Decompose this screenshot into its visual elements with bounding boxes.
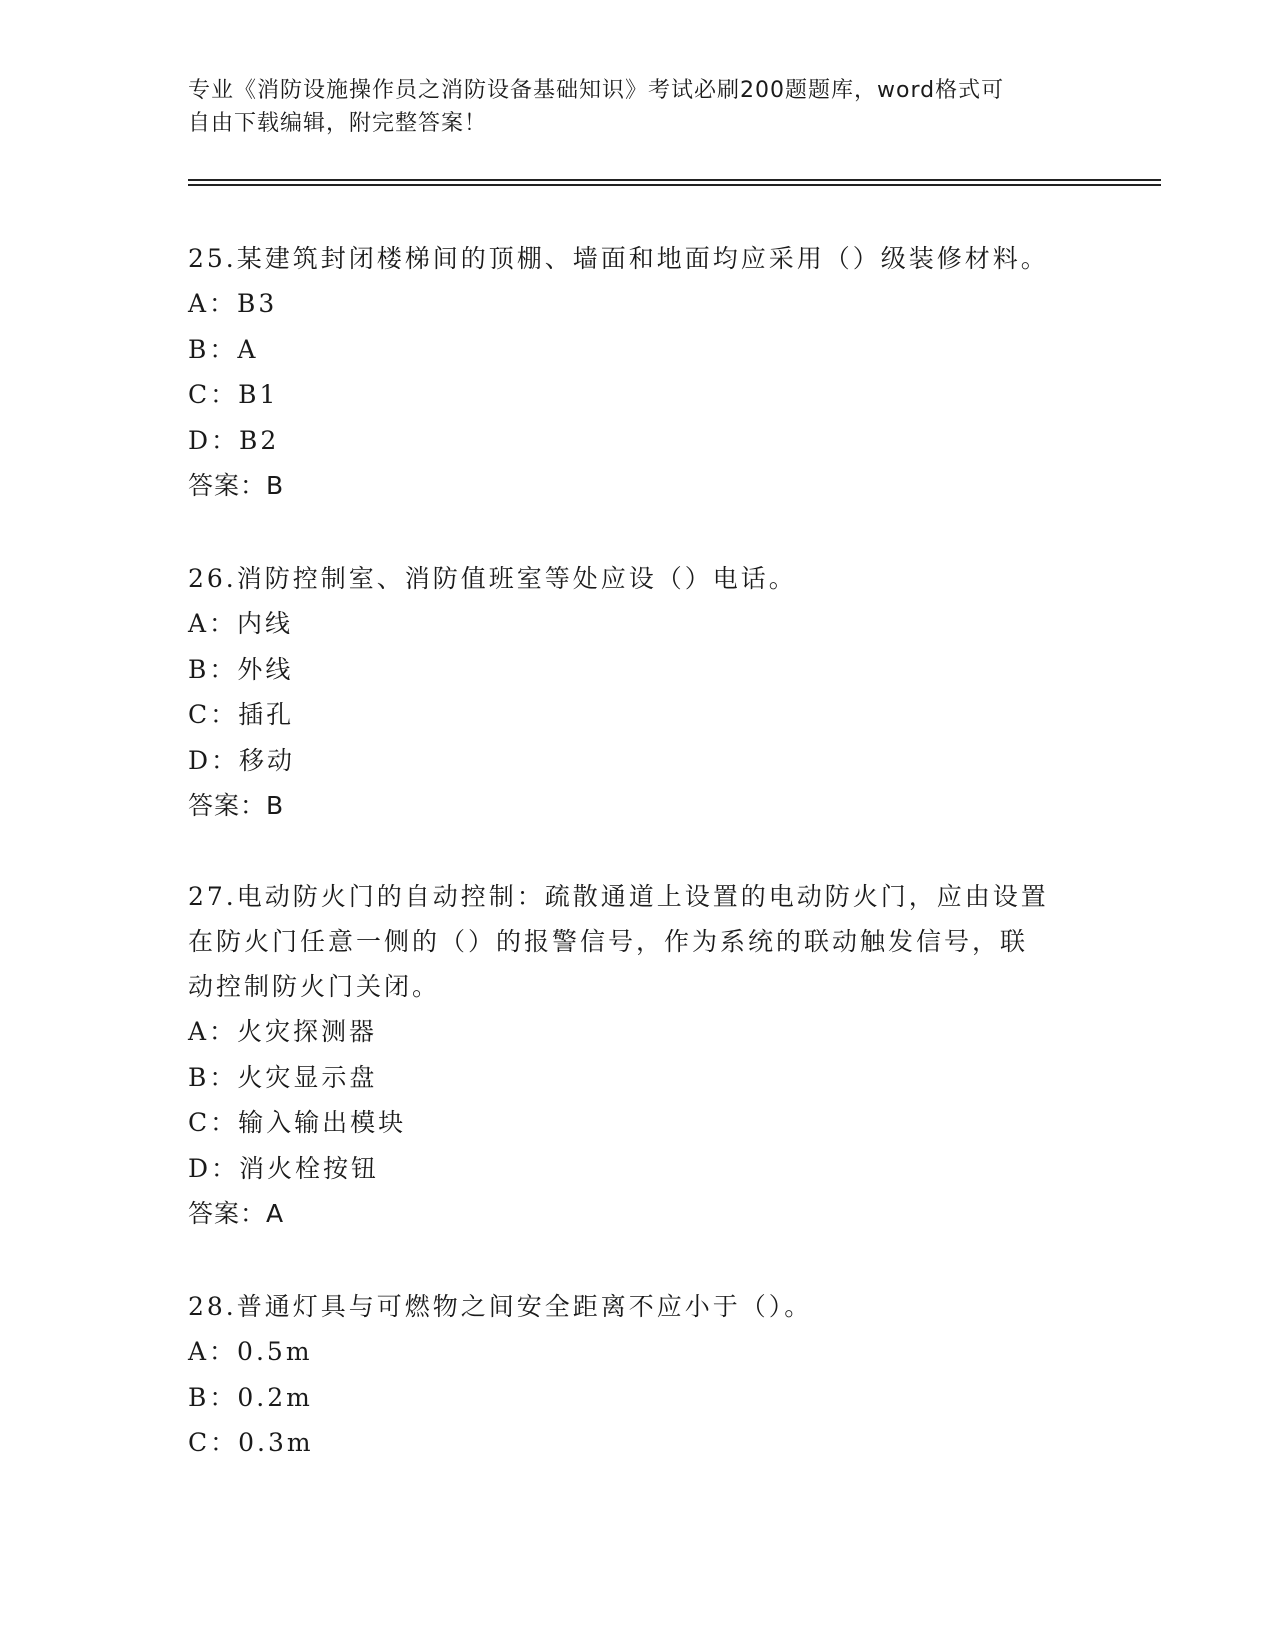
question-stem-line-1: 27.电动防火门的自动控制：疏散通道上设置的电动防火门，应由设置	[188, 882, 1049, 911]
header-divider-top	[188, 179, 1161, 181]
question-25	[188, 236, 1088, 508]
option-c: C：输入输出模块	[188, 1108, 407, 1137]
question-28	[188, 1284, 1088, 1466]
question-stem: 26.消防控制室、消防值班室等处应设（）电话。	[188, 564, 797, 593]
answer: 答案：A	[188, 1199, 285, 1228]
question-stem: 25.某建筑封闭楼梯间的顶棚、墙面和地面均应采用（）级装修材料。	[188, 244, 1049, 273]
header-divider-bottom	[188, 184, 1161, 186]
option-a: A：内线	[188, 609, 294, 638]
question-27	[188, 874, 1088, 1236]
header-line-2: 自由下载编辑，附完整答案！	[188, 111, 488, 136]
question-stem-line-2: 在防火门任意一侧的（）的报警信号，作为系统的联动触发信号，联	[188, 927, 1029, 956]
option-d: D：B2	[188, 425, 280, 455]
option-b: B：0.2m	[188, 1382, 313, 1412]
option-a: A：0.5m	[188, 1337, 313, 1366]
option-a: A：火灾探测器	[188, 1017, 378, 1046]
option-d: D：消火栓按钮	[188, 1153, 380, 1183]
option-c: C：B1	[188, 380, 279, 409]
answer: 答案：B	[188, 791, 285, 820]
option-b: B：外线	[188, 654, 294, 684]
option-c: C：插孔	[188, 700, 295, 729]
option-a: A：B3	[188, 289, 278, 318]
option-d: D：移动	[188, 745, 296, 775]
question-26	[188, 556, 1088, 828]
question-stem: 28.普通灯具与可燃物之间安全距离不应小于（）。	[188, 1292, 813, 1321]
option-b: B：火灾显示盘	[188, 1062, 378, 1092]
header-line-1: 专业《消防设施操作员之消防设备基础知识》考试必刷200题题库，word格式可	[188, 78, 1005, 103]
option-c: C：0.3m	[188, 1428, 314, 1457]
document-header	[188, 74, 1088, 140]
answer: 答案：B	[188, 471, 285, 500]
option-b: B：A	[188, 334, 259, 364]
question-stem-line-3: 动控制防火门关闭。	[188, 972, 441, 1001]
